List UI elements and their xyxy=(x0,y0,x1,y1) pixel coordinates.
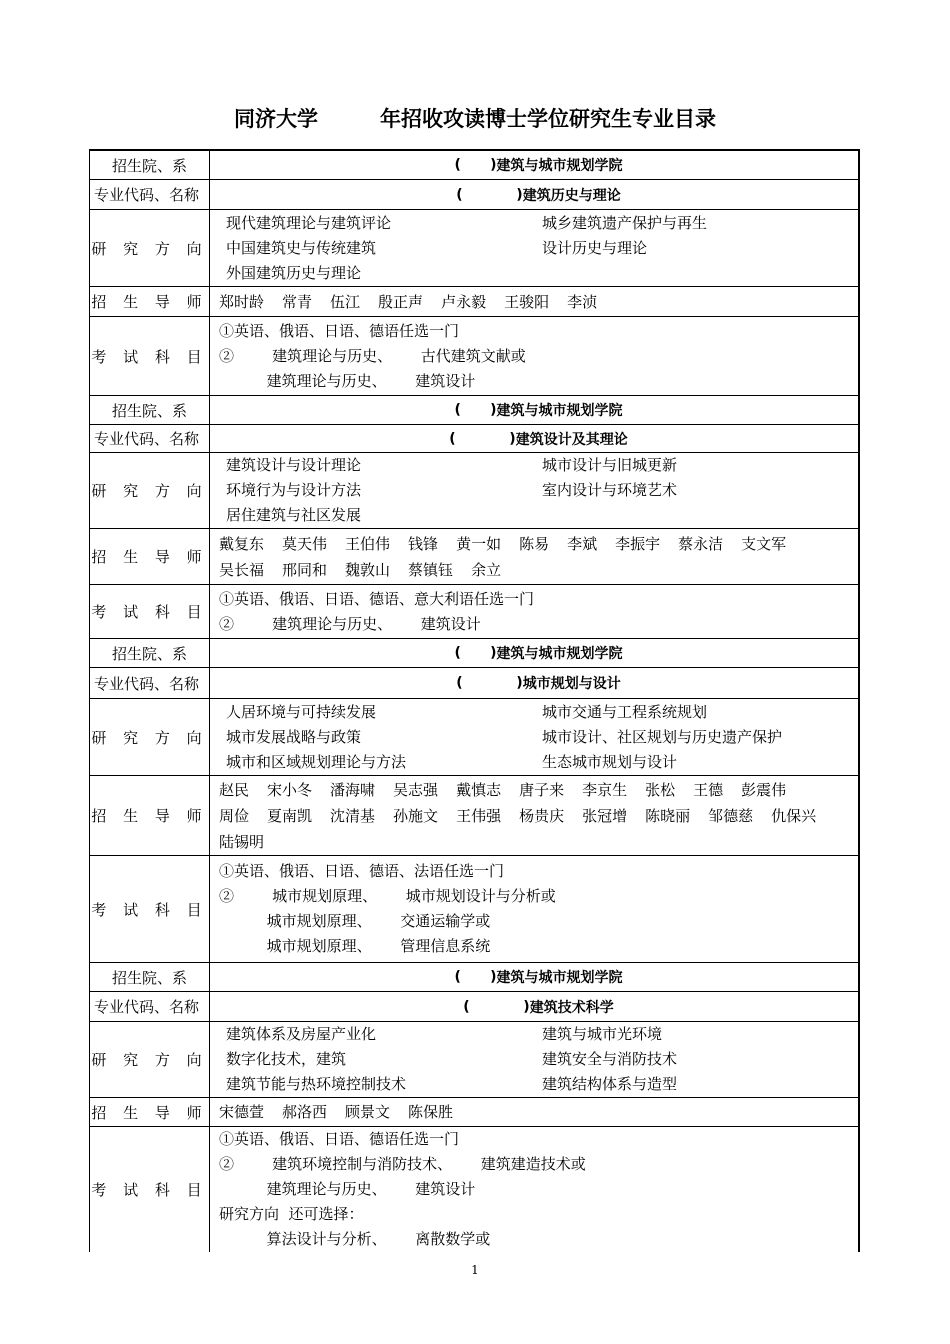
school-row xyxy=(89,151,858,180)
supervisor-name: 余立 xyxy=(471,560,502,579)
direction-item: 数字化技术，建筑 xyxy=(226,1050,347,1068)
direction-row xyxy=(89,699,858,776)
major-value xyxy=(210,180,858,209)
supervisor-name: 陆锡明 xyxy=(219,832,265,851)
supervisor-name: 唐子来 xyxy=(519,780,565,799)
supervisor-name: 魏敦山 xyxy=(345,560,391,579)
direction-item: 建筑设计与设计理论 xyxy=(226,456,362,474)
exam-row xyxy=(89,1127,858,1252)
direction-item: 建筑体系及房屋产业化 xyxy=(226,1025,377,1043)
direction-item: 建筑与城市光环境 xyxy=(542,1025,663,1043)
supervisor-list xyxy=(210,776,858,855)
exam-label: 考 试 科 目 xyxy=(89,856,210,962)
exam-line: ② 建筑理论与历史、 古代建筑文献或 xyxy=(219,346,526,365)
exam-line: 建筑理论与历史、 建筑设计 xyxy=(219,1180,476,1198)
school-value xyxy=(210,151,858,179)
major-name: 建筑设计及其理论 xyxy=(515,431,628,448)
exam-line: ①英语、俄语、日语、德语、法语任选一门 xyxy=(219,862,505,880)
school-value xyxy=(210,396,858,424)
direction-label: 研 究 方 向 xyxy=(89,453,210,528)
direction-item: 城市交通与工程系统规划 xyxy=(542,702,708,721)
direction-item: 城市发展战略与政策 xyxy=(226,727,362,746)
direction-list xyxy=(210,210,858,286)
direction-item: 城市设计、社区规划与历史遗产保护 xyxy=(542,727,783,746)
supervisor-name: 莫天伟 xyxy=(282,534,328,553)
exam-line: 研究方向 还可选择： xyxy=(219,1205,364,1223)
supervisor-label: 招 生 导 师 xyxy=(89,287,210,316)
direction-item: 建筑节能与热环境控制技术 xyxy=(226,1075,407,1093)
major-code-paren: ( ) xyxy=(456,186,523,203)
page-title xyxy=(0,103,950,133)
direction-item: 建筑安全与消防技术 xyxy=(542,1050,678,1068)
major-code-label: 专业代码、名称 xyxy=(89,668,210,698)
major-value xyxy=(210,992,858,1021)
school-row xyxy=(89,963,858,992)
supervisor-name: 李浈 xyxy=(567,292,598,311)
supervisor-name: 宋德萱 xyxy=(219,1103,265,1121)
direction-item: 室内设计与环境艺术 xyxy=(542,481,678,499)
direction-item: 人居环境与可持续发展 xyxy=(226,702,377,721)
supervisor-name: 钱锋 xyxy=(408,534,439,553)
supervisor-name: 蔡永洁 xyxy=(678,534,724,553)
supervisor-name: 支文军 xyxy=(741,534,787,553)
major-row xyxy=(89,180,858,210)
direction-item: 中国建筑史与传统建筑 xyxy=(226,238,377,257)
supervisor-name: 黄一如 xyxy=(456,534,502,553)
supervisor-name: 宋小冬 xyxy=(267,780,313,799)
supervisor-name: 王德 xyxy=(693,780,724,799)
exam-label: 考 试 科 目 xyxy=(89,585,210,638)
exam-line: ①英语、俄语、日语、德语任选一门 xyxy=(219,1130,460,1148)
exam-line: ①英语、俄语、日语、德语任选一门 xyxy=(219,321,460,340)
exam-line: 算法设计与分析、 离散数学或 xyxy=(219,1230,491,1248)
supervisor-name: 吴志强 xyxy=(393,780,439,799)
major-name: 建筑技术科学 xyxy=(529,999,614,1016)
supervisor-name: 邢同和 xyxy=(282,560,328,579)
direction-item: 设计历史与理论 xyxy=(542,238,648,257)
exam-list xyxy=(210,1127,858,1252)
direction-label: 研 究 方 向 xyxy=(89,699,210,775)
school-name: 建筑与城市规划学院 xyxy=(496,646,623,662)
major-row xyxy=(89,992,858,1022)
supervisor-name: 戴慎志 xyxy=(456,780,502,799)
supervisor-name: 卢永毅 xyxy=(441,292,487,311)
supervisor-label: 招 生 导 师 xyxy=(89,776,210,855)
supervisor-name: 陈保胜 xyxy=(408,1103,454,1121)
exam-row xyxy=(89,585,858,639)
school-value xyxy=(210,639,858,667)
supervisor-row xyxy=(89,776,858,856)
direction-item: 现代建筑理论与建筑评论 xyxy=(226,213,392,232)
supervisor-name: 周俭 xyxy=(219,806,250,825)
school-name: 建筑与城市规划学院 xyxy=(496,970,623,986)
major-value xyxy=(210,425,858,452)
exam-label: 考 试 科 目 xyxy=(89,1127,210,1252)
direction-item: 城市设计与旧城更新 xyxy=(542,456,678,474)
major-code-label: 专业代码、名称 xyxy=(89,180,210,209)
page-number: 1 xyxy=(471,1263,479,1277)
title-catalog: 年招收攻读博士学位研究生专业目录 xyxy=(380,107,716,131)
major-code-label: 专业代码、名称 xyxy=(89,425,210,452)
direction-item: 城乡建筑遗产保护与再生 xyxy=(542,213,708,232)
major-code-paren: ( ) xyxy=(463,998,530,1015)
supervisor-label: 招 生 导 师 xyxy=(89,1098,210,1126)
supervisor-name: 李京生 xyxy=(582,780,628,799)
direction-item: 建筑结构体系与造型 xyxy=(542,1075,678,1093)
supervisor-name: 邹德慈 xyxy=(708,806,754,825)
direction-item: 生态城市规划与设计 xyxy=(542,752,678,771)
supervisor-name: 戴复东 xyxy=(219,534,265,553)
school-name: 建筑与城市规划学院 xyxy=(496,403,623,419)
supervisor-row xyxy=(89,287,858,317)
supervisor-name: 张冠增 xyxy=(582,806,628,825)
school-label: 招生院、系 xyxy=(89,963,210,991)
exam-line: ② 建筑理论与历史、 建筑设计 xyxy=(219,614,481,633)
direction-item: 居住建筑与社区发展 xyxy=(226,506,362,524)
major-name: 建筑历史与理论 xyxy=(522,187,621,204)
school-label: 招生院、系 xyxy=(89,396,210,424)
exam-row xyxy=(89,856,858,963)
title-university: 同济大学 xyxy=(234,107,318,131)
supervisor-name: 常青 xyxy=(282,292,313,311)
direction-label: 研 究 方 向 xyxy=(89,210,210,286)
supervisor-name: 陈晓丽 xyxy=(645,806,691,825)
school-code-paren: ( ) xyxy=(454,969,497,985)
direction-item: 城市和区域规划理论与方法 xyxy=(226,752,407,771)
supervisor-name: 张松 xyxy=(645,780,676,799)
supervisor-row xyxy=(89,529,858,585)
supervisor-row xyxy=(89,1098,858,1127)
school-name: 建筑与城市规划学院 xyxy=(496,158,623,174)
direction-list xyxy=(210,699,858,775)
supervisor-name: 王伟强 xyxy=(456,806,502,825)
school-value xyxy=(210,963,858,991)
exam-line: ①英语、俄语、日语、德语、意大利语任选一门 xyxy=(219,589,535,608)
exam-list xyxy=(210,856,858,962)
major-row xyxy=(89,425,858,453)
exam-line: ② 建筑环境控制与消防技术、 建筑建造技术或 xyxy=(219,1155,586,1173)
supervisor-name: 伍江 xyxy=(330,292,361,311)
supervisor-name: 彭震伟 xyxy=(741,780,787,799)
supervisor-list xyxy=(210,1098,858,1126)
major-code-paren: ( ) xyxy=(449,430,516,447)
school-row xyxy=(89,396,858,425)
exam-label: 考 试 科 目 xyxy=(89,317,210,395)
direction-row xyxy=(89,453,858,529)
exam-line: 城市规划原理、 交通运输学或 xyxy=(219,912,491,930)
supervisor-name: 仇保兴 xyxy=(771,806,817,825)
catalog-table xyxy=(89,149,860,1252)
exam-line: ② 城市规划原理、 城市规划设计与分析或 xyxy=(219,887,556,905)
exam-line: 城市规划原理、 管理信息系统 xyxy=(219,937,491,955)
supervisor-name: 王骏阳 xyxy=(504,292,550,311)
supervisor-name: 王伯伟 xyxy=(345,534,391,553)
school-row xyxy=(89,639,858,668)
supervisor-list xyxy=(210,287,858,316)
supervisor-name: 李斌 xyxy=(567,534,598,553)
school-label: 招生院、系 xyxy=(89,639,210,667)
direction-label: 研 究 方 向 xyxy=(89,1022,210,1097)
direction-item: 外国建筑历史与理论 xyxy=(226,263,362,282)
school-code-paren: ( ) xyxy=(454,157,497,173)
exam-list xyxy=(210,585,858,638)
supervisor-name: 蔡镇钰 xyxy=(408,560,454,579)
supervisor-name: 殷正声 xyxy=(378,292,424,311)
major-row xyxy=(89,668,858,699)
supervisor-name: 郑时龄 xyxy=(219,292,265,311)
supervisor-name: 赵民 xyxy=(219,780,250,799)
supervisor-name: 潘海啸 xyxy=(330,780,376,799)
supervisor-name: 孙施文 xyxy=(393,806,439,825)
major-value xyxy=(210,668,858,698)
supervisor-label: 招 生 导 师 xyxy=(89,529,210,584)
major-code-paren: ( ) xyxy=(456,675,523,691)
exam-list xyxy=(210,317,858,395)
supervisor-name: 杨贵庆 xyxy=(519,806,565,825)
supervisor-name: 李振宇 xyxy=(615,534,661,553)
direction-list xyxy=(210,453,858,528)
school-code-paren: ( ) xyxy=(454,645,497,661)
supervisor-name: 顾景文 xyxy=(345,1103,391,1121)
direction-row xyxy=(89,1022,858,1098)
supervisor-name: 夏南凯 xyxy=(267,806,313,825)
supervisor-name: 郝洛西 xyxy=(282,1103,328,1121)
supervisor-name: 沈清基 xyxy=(330,806,376,825)
major-name: 城市规划与设计 xyxy=(522,676,621,692)
direction-row xyxy=(89,210,858,287)
school-code-paren: ( ) xyxy=(454,402,497,418)
direction-list xyxy=(210,1022,858,1097)
direction-item: 环境行为与设计方法 xyxy=(226,481,362,499)
supervisor-list xyxy=(210,529,858,584)
school-label: 招生院、系 xyxy=(89,151,210,179)
major-code-label: 专业代码、名称 xyxy=(89,992,210,1021)
exam-line: 建筑理论与历史、 建筑设计 xyxy=(219,371,476,390)
exam-row xyxy=(89,317,858,396)
supervisor-name: 陈易 xyxy=(519,534,550,553)
supervisor-name: 吴长福 xyxy=(219,560,265,579)
